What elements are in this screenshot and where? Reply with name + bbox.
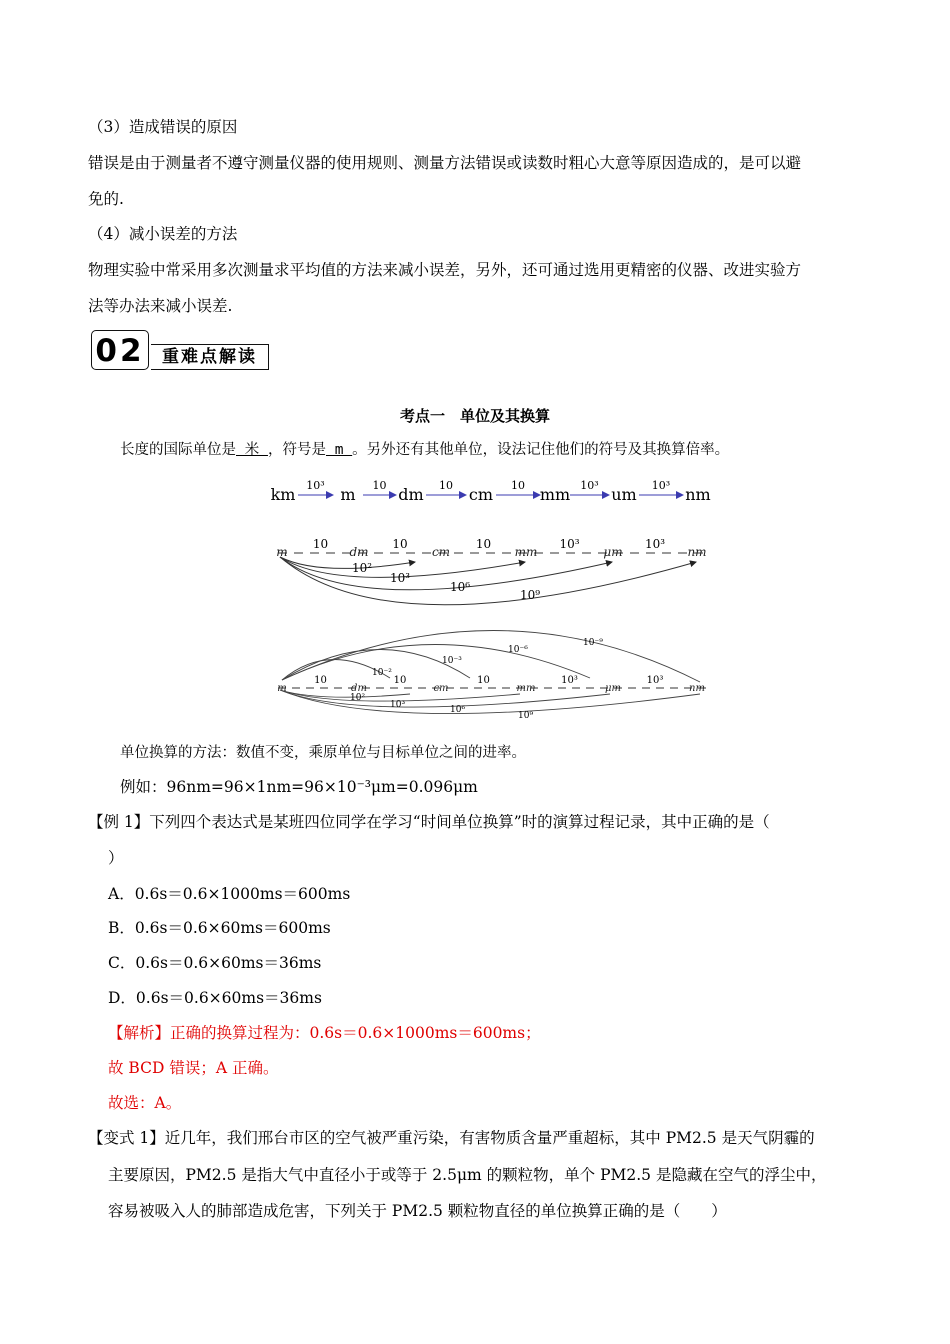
d1-step-0: 10 bbox=[312, 537, 329, 551]
intro-unit-name: 米 bbox=[236, 442, 268, 458]
lower-arc-label-4: 10⁹ bbox=[518, 711, 534, 721]
d2-unit-2: cm bbox=[433, 683, 449, 694]
section3-line2: 免的. bbox=[88, 190, 124, 208]
d2-unit-0: m bbox=[277, 683, 287, 694]
option-b: B．0.6s＝0.6×60ms＝600ms bbox=[108, 919, 331, 937]
d1-step-4: 10³ bbox=[644, 537, 666, 551]
d2-step-1: 10 bbox=[393, 675, 407, 686]
upper-arc-label-3: 10⁻⁶ bbox=[508, 645, 528, 655]
analysis-line2: 故 BCD 错误；A 正确。 bbox=[108, 1059, 279, 1077]
lower-arc-label-2: 10³ bbox=[390, 700, 406, 710]
section4-heading: （4）减小误差的方法 bbox=[88, 225, 238, 243]
d2-step-4: 10³ bbox=[646, 675, 664, 686]
d1-unit-2: cm bbox=[431, 545, 451, 559]
chain-factor-1: 10 bbox=[372, 479, 387, 492]
chain-factor-2: 10 bbox=[439, 479, 453, 492]
badge-label: 重难点解读 bbox=[151, 344, 269, 370]
upper-arc-label-1: 10⁻² bbox=[372, 668, 392, 678]
d2-unit-5: nm bbox=[689, 683, 705, 694]
d1-unit-0: m bbox=[276, 545, 288, 559]
arc-m-nm bbox=[280, 557, 696, 605]
section3-line1: 错误是由于测量者不遵守测量仪器的使用规则、测量方法错误或读数时粗心大意等原因造成的，是可以避 bbox=[88, 154, 802, 172]
chain-unit-3: cm bbox=[468, 485, 494, 504]
option-c: C．0.6s＝0.6×60ms＝36ms bbox=[108, 954, 322, 972]
chain-factor-4: 10³ bbox=[580, 479, 599, 492]
arc-label-2: 10³ bbox=[390, 571, 411, 585]
method-example: 例如：96nm=96×1nm=96×10⁻³μm=0.096μm bbox=[120, 778, 478, 796]
variant1-line2: 主要原因，PM2.5 是指大气中直径小于或等于 2.5μm 的颗粒物，单个 PM2.5 是隐藏在空气的浮尘中， bbox=[108, 1166, 827, 1184]
d1-unit-1: dm bbox=[349, 545, 369, 559]
d1-step-2: 10 bbox=[475, 537, 492, 551]
badge-number: 02 bbox=[91, 330, 149, 370]
option-d: D．0.6s＝0.6×60ms＝36ms bbox=[108, 989, 322, 1007]
chain-unit-1: m bbox=[340, 485, 356, 504]
d2-step-2: 10 bbox=[477, 675, 490, 686]
analysis-line1: 【解析】正确的换算过程为：0.6s＝0.6×1000ms＝600ms； bbox=[108, 1024, 541, 1042]
section4-line2: 法等办法来减小误差. bbox=[88, 297, 233, 315]
chain-unit-4: mm bbox=[539, 485, 571, 504]
topic-title: 考点一 单位及其换算 bbox=[399, 407, 550, 425]
intro-text-a: 长度的国际单位是 bbox=[120, 442, 236, 458]
method-text: 单位换算的方法：数值不变，乘原单位与目标单位之间的进率。 bbox=[120, 745, 526, 761]
arc-label-3: 10⁶ bbox=[450, 580, 471, 594]
d1-unit-5: nm bbox=[687, 545, 707, 559]
option-a: A．0.6s＝0.6×1000ms＝600ms bbox=[108, 885, 351, 903]
d1-step-3: 10³ bbox=[559, 537, 580, 551]
variant1-line1: 【变式 1】近几年，我们邢台市区的空气被严重污染，有害物质含量严重超标，其中 PM2.5 是天气阴霾的 bbox=[88, 1129, 815, 1147]
example1-stem-line1: 【例 1】下列四个表达式是某班四位同学在学习“时间单位换算”时的演算过程记录，其中正确的是（ bbox=[88, 813, 770, 831]
d2-step-3: 10³ bbox=[561, 675, 578, 686]
intro-text-b: ，符号是 bbox=[267, 442, 326, 458]
lower-arc-4 bbox=[280, 690, 700, 714]
chain-factor-0: 10³ bbox=[306, 479, 325, 492]
d2-step-0: 10 bbox=[314, 675, 327, 686]
chain-unit-2: dm bbox=[398, 485, 424, 504]
lower-arc-label-3: 10⁶ bbox=[450, 705, 466, 715]
section3-heading: （3）造成错误的原因 bbox=[88, 118, 238, 136]
d1-step-1: 10 bbox=[392, 537, 408, 551]
variant1-line3: 容易被吸入人的肺部造成危害，下列关于 PM2.5 颗粒物直径的单位换算正确的是（ ） bbox=[108, 1202, 727, 1220]
upper-arc-label-4: 10⁻⁹ bbox=[583, 638, 603, 648]
chain-factor-5: 10³ bbox=[651, 479, 671, 492]
d2-unit-4: μm bbox=[605, 683, 621, 694]
intro-text-c: 。另外还有其他单位，设法记住他们的符号及其换算倍率。 bbox=[352, 442, 730, 458]
conversion-diagram-1 bbox=[276, 537, 708, 605]
upper-arc-3 bbox=[282, 644, 590, 680]
answer-line: 故选：A。 bbox=[108, 1094, 182, 1112]
intro-unit-symbol: m bbox=[325, 442, 353, 458]
lower-arc-label-1: 10² bbox=[350, 693, 366, 703]
upper-arc-label-2: 10⁻³ bbox=[442, 656, 462, 666]
section4-line1: 物理实验中常采用多次测量求平均值的方法来减小误差，另外，还可通过选用更精密的仪器、改进实验方 bbox=[88, 261, 802, 279]
chain-factor-3: 10 bbox=[511, 479, 525, 492]
arc-label-4: 10⁹ bbox=[520, 588, 541, 602]
d1-unit-3: mm bbox=[514, 545, 538, 559]
d1-unit-4: μm bbox=[603, 545, 623, 559]
chain-unit-6: nm bbox=[685, 485, 711, 504]
d2-unit-1: dm bbox=[351, 683, 367, 694]
conversion-diagram-2 bbox=[277, 630, 708, 721]
chain-unit-5: um bbox=[611, 485, 637, 504]
unit-chain bbox=[271, 479, 711, 504]
d2-unit-3: mm bbox=[516, 683, 536, 694]
chain-unit-0: km bbox=[270, 485, 296, 504]
example1-stem-line2: ） bbox=[108, 849, 124, 867]
arc-label-1: 10² bbox=[352, 561, 373, 575]
